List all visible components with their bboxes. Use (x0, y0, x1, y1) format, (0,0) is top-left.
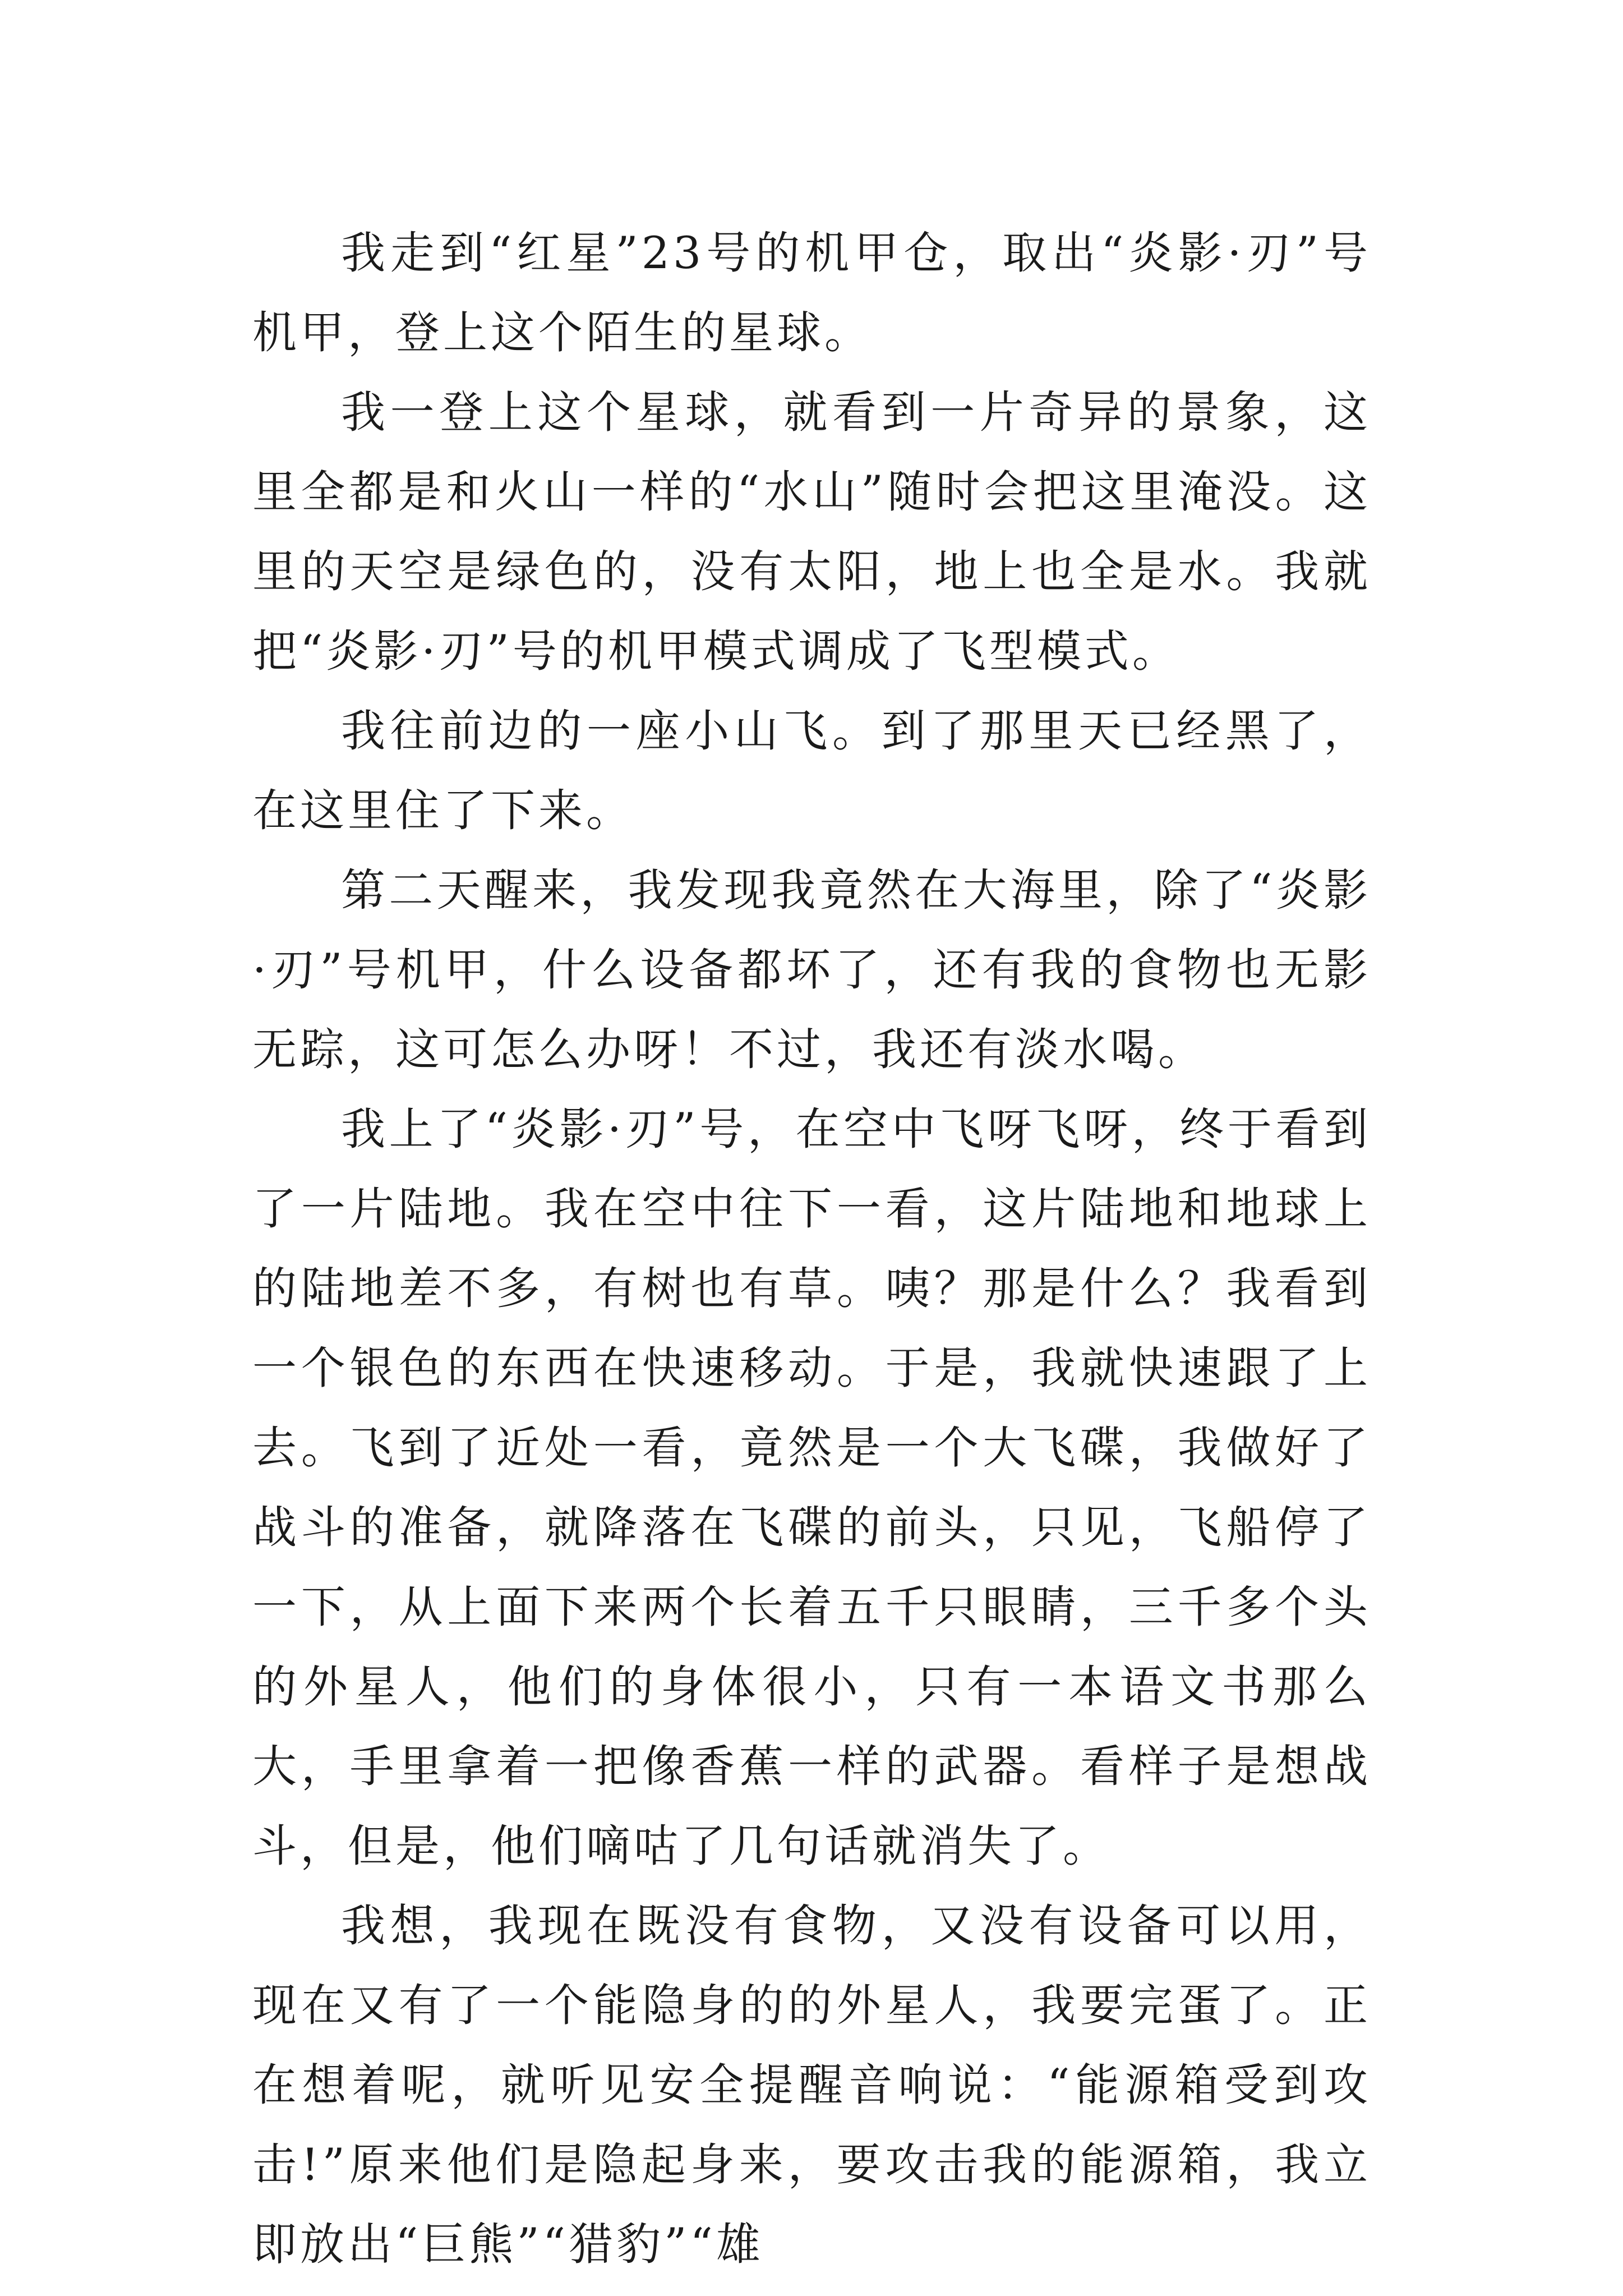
paragraph-5: 我上了“炎影·刃”号，在空中飞呀飞呀，终于看到了一片陆地。我在空中往下一看，这片陆地和地球上的陆地差不多，有树也有草。咦？那是什么？我看到一个银色的东西在快速移动。于是，我就快速跟了上去。飞到了近处一看，竟然是一个大飞碟，我做好了战斗的准备，就降落在飞碟的前头，只见，飞船停了一下，从上面下来两个长着五千只眼睛，三千多个头的外星人，他们的身体很小，只有一本语文书那么大，手里拿着一把像香蕉一样的武器。看样子是想战斗，但是，他们嘀咕了几句话就消失了。 (252, 1103, 1371, 1872)
paragraph-2: 我一登上这个星球，就看到一片奇异的景象，这里全都是和火山一样的“水山”随时会把这里淹没。这里的天空是绿色的，没有太阳，地上也全是水。我就把“炎影·刃”号的机甲模式调成了飞型模式。 (252, 386, 1371, 677)
paragraph-4: 第二天醒来，我发现我竟然在大海里，除了“炎影·刃”号机甲，什么设备都坏了，还有我的食物也无影无踪，这可怎么办呀！不过，我还有淡水喝。 (252, 864, 1371, 1075)
paragraph-3: 我往前边的一座小山飞。到了那里天已经黑了，在这里住了下来。 (252, 705, 1371, 836)
paragraph-6: 我想，我现在既没有食物，又没有设备可以用，现在又有了一个能隐身的的外星人，我要完蛋了。正在想着呢，就听见安全提醒音响说：“能源箱受到攻击!”原来他们是隐起身来，要攻击我的能源箱，我立即放出“巨熊”“猎豹”“雄 (252, 1900, 1371, 2270)
document-body (252, 213, 1371, 2284)
paragraph-1: 我走到“红星”23号的机甲仓，取出“炎影·刃”号机甲，登上这个陌生的星球。 (252, 227, 1371, 358)
